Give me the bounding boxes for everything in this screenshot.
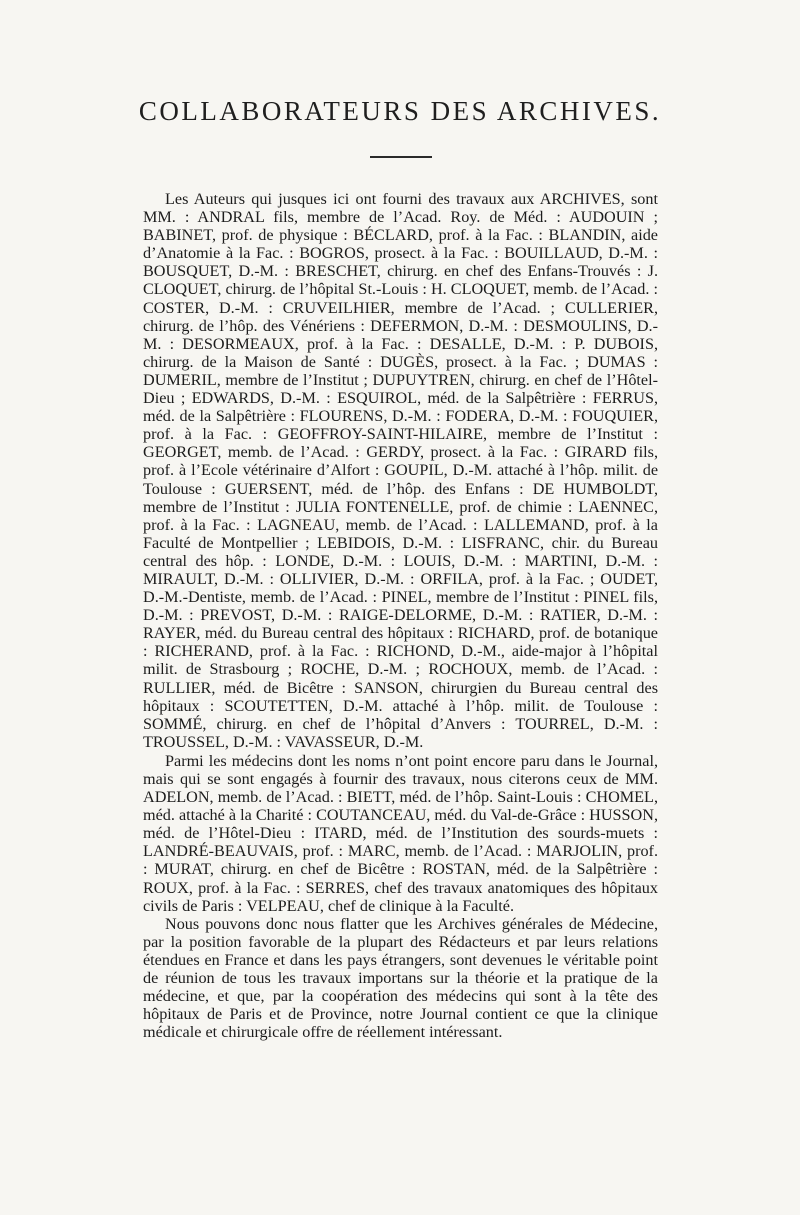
title-rule xyxy=(370,156,432,158)
body-text xyxy=(143,190,658,1041)
paragraph-contributors: Les Auteurs qui jusques ici ont fourni des travaux aux ARCHIVES, sont MM. : ANDRAL fils, membre de l’Acad. Roy. de Méd. : AUDOUIN ; BABINET, prof. de physique : BÉCLARD, prof. à la Fac. : BLANDIN, aide d’Anatomie à la Fac. : BOGROS, prosect. à la Fac. : BOUILLAUD, D.-M. : BOUSQUET, D.-M. : BRESCHET, chirurg. en chef des Enfans-Trouvés : J. CLOQUET, chirurg. de l’hôpital St.-Louis : H. CLOQUET, memb. de l’Acad. : COSTER, D.-M. : CRUVEILHIER, membre de l’Acad. ; CULLERIER, chirurg. de l’hôp. des Vénériens : DEFERMON, D.-M. : DESMOULINS, D.-M. : DESORMEAUX, prof. à la Fac. : DESALLE, D.-M. : P. DUBOIS, chirurg. de la Maison de Santé : DUGÈS, prosect. à la Fac. ; DUMAS : DUMERIL, membre de l’Institut ; DUPUYTREN, chirurg. en chef de l’Hôtel-Dieu ; EDWARDS, D.-M. : ESQUIROL, méd. de la Salpêtrière : FERRUS, méd. de la Salpêtrière : FLOURENS, D.-M. : FODERA, D.-M. : FOUQUIER, prof. à la Fac. : GEOFFROY-SAINT-HILAIRE, membre de l’Institut : GEORGET, memb. de l’Acad. : GERDY, prosect. à la Fac. : GIRARD fils, prof. à l’Ecole vétérinaire d’Alfort : GOUPIL, D.-M. attaché à l’hôp. milit. de Toulouse : GUERSENT, méd. de l’hôp. des Enfans : DE HUMBOLDT, membre de l’Institut : JULIA FONTENELLE, prof. de chimie : LAENNEC, prof. à la Fac. : LAGNEAU, memb. de l’Acad. : LALLEMAND, prof. à la Faculté de Montpellier ; LEBIDOIS, D.-M. : LISFRANC, chir. du Bureau central des hôp. : LONDE, D.-M. : LOUIS, D.-M. : MARTINI, D.-M. : MIRAULT, D.-M. : OLLIVIER, D.-M. : ORFILA, prof. à la Fac. ; OUDET, D.-M.-Dentiste, memb. de l’Acad. : PINEL, membre de l’Institut : PINEL fils, D.-M. : PREVOST, D.-M. : RAIGE-DELORME, D.-M. : RATIER, D.-M. : RAYER, méd. du Bureau central des hôpitaux : RICHARD, prof. de botanique : RICHERAND, prof. à la Fac. : RICHOND, D.-M., aide-major à l’hôpital milit. de Strasbourg ; ROCHE, D.-M. ; ROCHOUX, memb. de l’Acad. : RULLIER, méd. de Bicêtre : SANSON, chirurgien du Bureau central des hôpitaux : SCOUTETTEN, D.-M. attaché à l’hôp. milit. de Toulouse : SOMMÉ, chirurg. en chef de l’hôpital d’Anvers : TOURREL, D.-M. : TROUSSEL, D.-M. : VAVASSEUR, D.-M. xyxy=(143,190,658,751)
page-title: COLLABORATEURS DES ARCHIVES. xyxy=(138,96,662,126)
paragraph-conclusion: Nous pouvons donc nous flatter que les Archives générales de Médecine, par la position favorable de la plupart des Rédacteurs et par leurs relations étendues en France et dans les pays étrangers, sont devenues le véritable point de réunion de tous les travaux importans sur la théorie et la pratique de la médecine, et que, par la coopération des médecins qui sont à la tête des hôpitaux de Paris et de Province, notre Journal contient ce que la clinique médicale et chirurgicale offre de réellement intéressant. xyxy=(143,914,658,1042)
paragraph-future-contributors: Parmi les médecins dont les noms n’ont point encore paru dans le Journal, mais qui se sont engagés à fournir des travaux, nous citerons ceux de MM. ADELON, memb. de l’Acad. : BIETT, méd. de l’hôp. Saint-Louis : CHOMEL, méd. attaché à la Charité : COUTANCEAU, méd. du Val-de-Grâce : HUSSON, méd. de l’Hôtel-Dieu : ITARD, méd. de l’Institution des sourds-muets : LANDRÉ-BEAUVAIS, prof. : MARC, memb. de l’Acad. : MARJOLIN, prof. : MURAT, chirurg. en chef de Bicêtre : ROSTAN, méd. de la Salpêtrière : ROUX, prof. à la Fac. : SERRES, chef des travaux anatomiques des hôpitaux civils de Paris : VELPEAU, chef de clinique à la Faculté. xyxy=(143,751,658,915)
